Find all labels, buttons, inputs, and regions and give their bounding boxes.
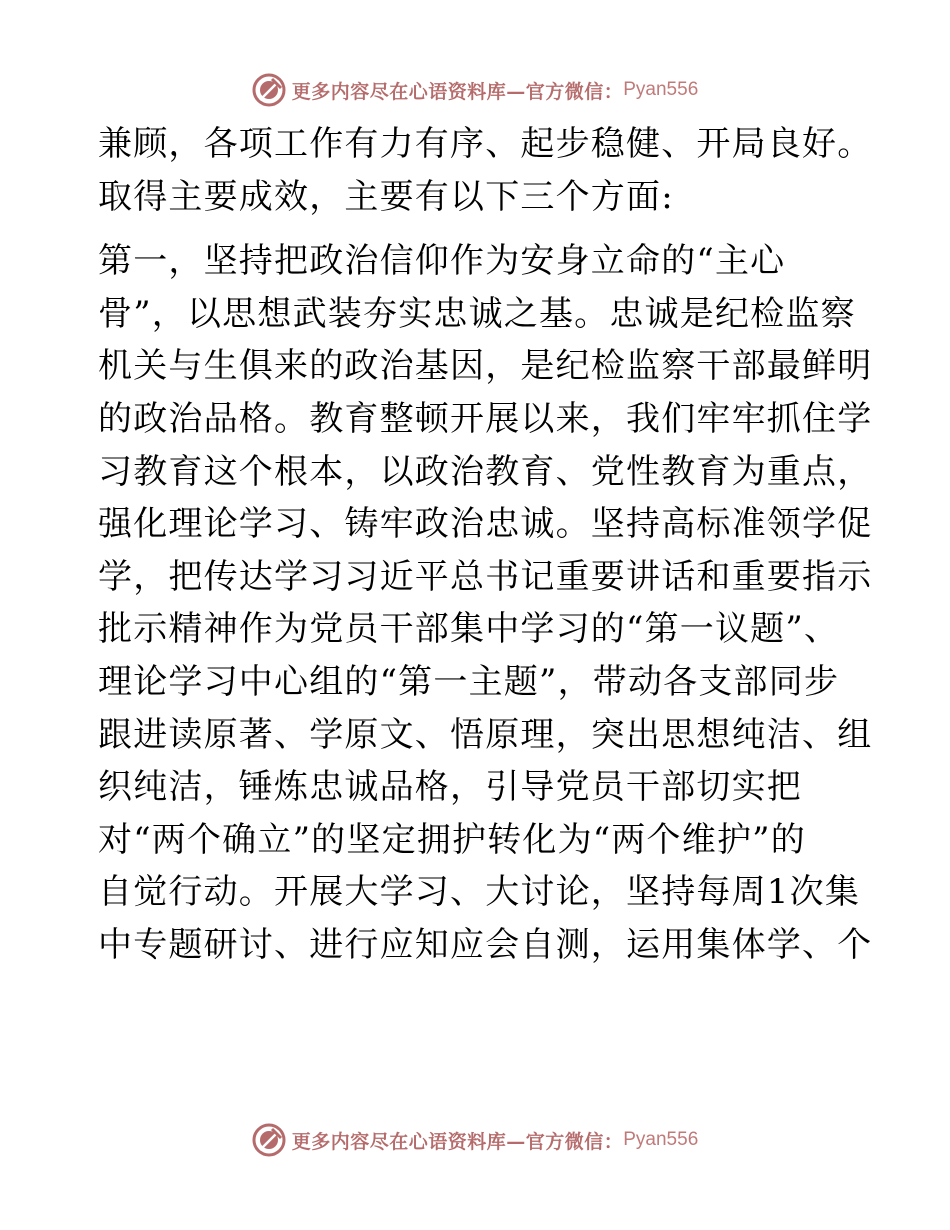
text-line: 自觉行动。开展大学习、大讨论，坚持每周1次集 bbox=[98, 872, 861, 913]
text-line: 学，把传达学习习近平总书记重要讲话和重要指示 bbox=[98, 556, 873, 597]
text-line: 第一，坚持把政治信仰作为安身立命的“主心 bbox=[98, 241, 786, 282]
wechat-id: Pyan556 bbox=[623, 1129, 699, 1150]
text-line: 习教育这个根本，以政治教育、党性教育为重点， bbox=[98, 451, 873, 492]
document-body bbox=[98, 118, 873, 972]
text-line: 对“两个确立”的坚定拥护转化为“两个维护”的 bbox=[98, 819, 806, 860]
header-watermark-banner bbox=[0, 70, 950, 110]
text-line: 取得主要成效，主要有以下三个方面: bbox=[98, 176, 674, 217]
banner-text: 更多内容尽在心语资料库—官方微信： bbox=[291, 1130, 624, 1153]
text-line: 中专题研讨、进行应知应会自测，运用集体学、个 bbox=[98, 924, 873, 965]
paragraph-2 bbox=[98, 235, 873, 971]
text-line: 强化理论学习、铸牢政治忠诚。坚持高标准领学促 bbox=[98, 504, 873, 545]
text-line: 批示精神作为党员干部集中学习的“第一议题”、 bbox=[98, 609, 840, 650]
text-line: 骨”，以思想武装夯实忠诚之基。忠诚是纪检监察 bbox=[98, 293, 856, 334]
pen-seal-logo-icon bbox=[252, 1123, 286, 1157]
text-line: 兼顾，各项工作有力有序、起步稳健、开局良好。 bbox=[98, 124, 873, 164]
banner-text: 更多内容尽在心语资料库—官方微信： bbox=[291, 80, 624, 103]
footer-watermark-banner bbox=[0, 1120, 950, 1160]
wechat-id: Pyan556 bbox=[623, 79, 699, 100]
text-line: 理论学习中心组的“第一主题”，带动各支部同步 bbox=[98, 661, 840, 702]
pen-seal-logo-icon bbox=[252, 73, 286, 107]
text-line: 织纯洁，锤炼忠诚品格，引导党员干部切实把 bbox=[98, 767, 802, 808]
text-line: 机关与生俱来的政治基因，是纪检监察干部最鲜明 bbox=[98, 346, 873, 387]
paragraph-1 bbox=[98, 118, 873, 223]
text-line: 跟进读原著、学原文、悟原理，突出思想纯洁、组 bbox=[98, 714, 873, 755]
text-line: 的政治品格。教育整顿开展以来，我们牢牢抓住学 bbox=[98, 398, 873, 439]
